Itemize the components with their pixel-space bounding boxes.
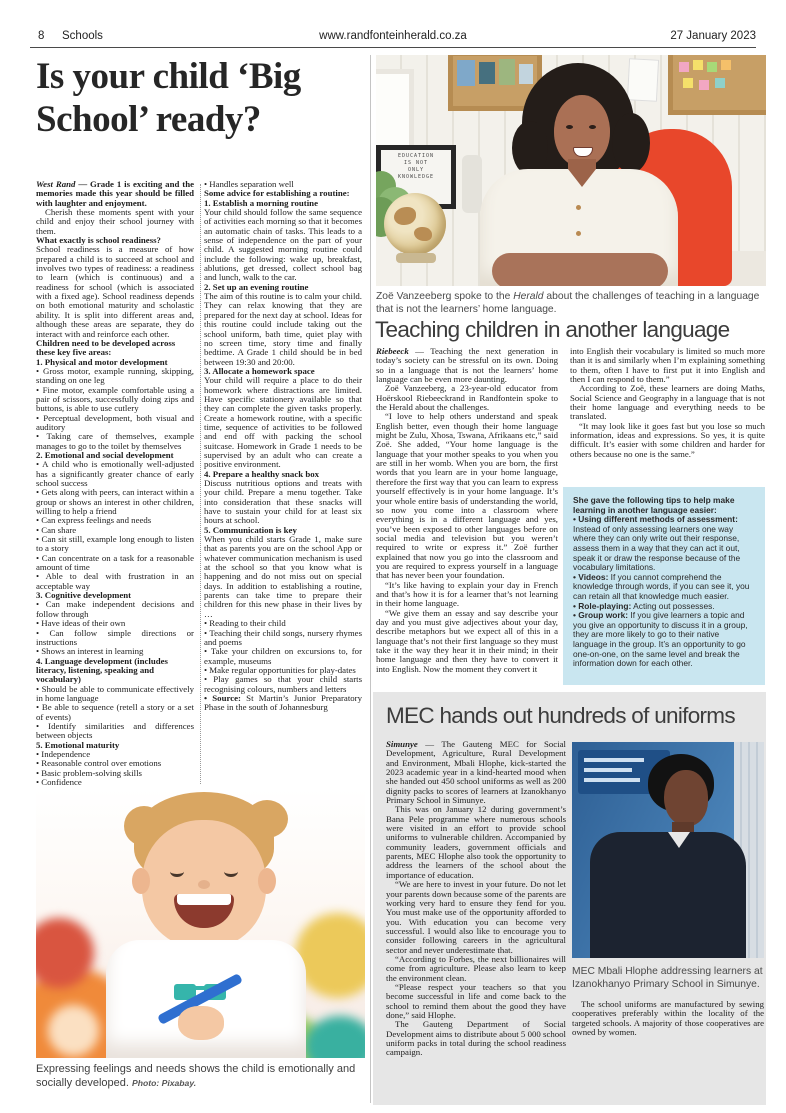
article2-column-2	[570, 347, 765, 483]
corkboard-right	[668, 55, 766, 115]
sticky-note	[679, 62, 689, 72]
paragraph: 2. Emotional and social development	[36, 449, 174, 460]
sticky-note	[699, 80, 709, 90]
paragraph: • Should be able to communicate effectively in home language	[36, 683, 194, 703]
paragraph: School readiness is a measure of how prepared a child is to succeed at school and involves two types of readiness: a readiness to learn (which is continuous) and a readiness for school (which is associated with a fixed age). School readiness depends on both emotional maturity and scholastic ability. It is split into different areas and, although these areas are separate, they do interact with and reinforce each other.	[36, 244, 194, 339]
zoe-photo-caption	[376, 291, 762, 316]
paragraph: Riebeeck — Teaching the next generation in today’s society can be stressful on its own. Doing so in a language that is not the learners’ home language can be even more daunting.	[376, 347, 558, 385]
tips-box	[563, 487, 765, 685]
paragraph: 1. Physical and motor development	[36, 356, 168, 367]
page-number: 8	[38, 30, 45, 42]
sticky-note	[683, 78, 693, 88]
paragraph: • Can follow simple directions or instructions	[36, 627, 194, 647]
paragraph: “Please respect your teachers so that you become successful in life and come back to the school to remind them about the good they have done,” said Hlophe.	[386, 981, 566, 1020]
paragraph: • Able to deal with frustration in an acceptable way	[36, 571, 194, 591]
section-divider	[370, 55, 371, 1103]
paragraph: • Reasonable control over emotions	[36, 758, 162, 769]
article3-column-1	[386, 740, 566, 1090]
paragraph: 4. Language development (includes literacy, listening, speaking and vocabulary)	[36, 655, 168, 685]
article1-column-2	[204, 180, 362, 792]
paragraph: 3. Cognitive development	[36, 590, 132, 601]
sticky-note	[715, 78, 725, 88]
paragraph: “According to Forbes, the next billionaires will come from agriculture. Please also learn to keep the environment clean.	[386, 953, 566, 983]
paragraph: • Identify similarities and differences between objects	[36, 720, 194, 741]
paragraph: 4. Prepare a healthy snack box	[204, 468, 320, 479]
paragraph: • Perceptual development, both visual and auditory	[36, 412, 194, 432]
paragraph: IS NOT	[403, 160, 429, 166]
header-rule	[30, 47, 756, 48]
paragraph: “It’s like having to explain your day in French and that’s how it is for a learner that’s not learning in their home language.	[376, 579, 558, 609]
paragraph: West Rand — Grade 1 is exciting and the memories made this year should be filled with laughter and enjoyment.	[36, 180, 194, 208]
paragraph: What exactly is school readiness?	[36, 235, 161, 246]
paragraph: 2. Set up an evening routine	[204, 281, 309, 292]
banner-text-line	[584, 778, 640, 782]
tips-box-heading: She gave the following tips to help make learning in another language easier:	[573, 495, 735, 515]
paragraph: “I love to help others understand and speak English better, even though their home language might be Zulu, Xhosa, Tswana, Afrikaans etc,” said Zoë. She added, “Your home language is the language that your mother speaks to you when you are still in her womb. When you are born, the first words that you learn are in your home language, therefore the first way that you can learn to express yourself effectively is in your home language. It’s your whole entire basis of understanding the world, so now you come into a classroom where everything is in a different language and yes, you’ve been exposed to other languages before on social media and television but you weren’t required to write or express it.” Zoë further explained that now you go into the classroom and you are required to express yourself in a language that has never been your foundation.	[376, 411, 558, 581]
paragraph: Cherish these moments spent with your child and enjoy their school journey with them.	[36, 207, 194, 236]
paragraph: When you child starts Grade 1, make sure that as parents you are on the school App or whatever communication mechanism is used at the school so that you know what is happening and do not miss out on special days. In addition to establishing a routine, parents can take time to prepare their children for this new phase in their lives by …	[204, 534, 362, 619]
boy-eye-right	[224, 866, 238, 877]
paragraph: 3. Allocate a homework space	[204, 365, 315, 376]
paragraph: • Make regular opportunities for play-dates	[204, 664, 356, 675]
shirt-button	[576, 231, 581, 236]
paragraph: into English their vocabulary is limited so much more than it is and similarly when I’m explaining something to them, often I have to first put it into English and then I can respond to them.”	[570, 347, 765, 385]
article1-headline: Is your child ‘Big School’ ready?	[36, 56, 301, 140]
paragraph: KNOWLEDGE	[397, 174, 435, 180]
paragraph: Children need to be developed across these key five areas:	[36, 337, 176, 358]
paragraph: • Fine motor, example comfortable using a pair of scissors, successfully doing zips and buttons, is able to use cutlery	[36, 384, 194, 414]
paragraph: • Teaching their child songs, nursery rhymes and poems	[204, 627, 362, 647]
caption-text: Zoë Vanzeeberg spoke to the	[376, 291, 514, 302]
paragraph: • Source: St Martin’s Junior Preparatory Phase in the south of Johannesburg	[204, 692, 362, 713]
boy-hand	[178, 1006, 224, 1040]
globe-landmass	[394, 207, 416, 225]
desk-tube	[462, 155, 482, 213]
paragraph: • Can express feelings and needs	[36, 515, 152, 526]
article3-closing	[572, 1000, 764, 1060]
zoe-arms	[492, 253, 668, 286]
tips-box-items	[573, 515, 755, 669]
paragraph: • Confidence	[36, 777, 82, 787]
paragraph: The school uniforms are manufactured by sewing cooperatives preferably within the locality of the targeted schools. A majority of those cooperatives are owned by women.	[572, 1000, 764, 1038]
mec-photo-caption: MEC Mbali Hlophe addressing learners at Izanokhanyo Primary School in Simunye.	[572, 966, 763, 990]
zoe-face	[554, 95, 610, 167]
zoe-smile	[573, 147, 593, 157]
banner-text-line	[584, 758, 644, 762]
paragraph: • Taking care of themselves, example manages to go to the toilet by themselves	[36, 431, 194, 451]
paragraph: Discuss nutritious options and treats with your child. Prepare a menu together. Take into consideration that these snacks will have to sustain your child for at least six hours at school.	[204, 478, 362, 526]
article3-headline: MEC hands out hundreds of uniforms	[386, 703, 735, 728]
globe-stand	[396, 253, 436, 263]
article1-column-1	[36, 180, 194, 870]
masthead-url: www.randfonteinherald.co.za	[319, 30, 467, 42]
mec-jacket	[590, 832, 746, 958]
paragraph: • Gets along with peers, can interact within a group or shows an interest in other children, willing to help a friend	[36, 487, 194, 517]
photo-credit: Photo: Pixabay.	[132, 1077, 197, 1088]
paragraph: • A child who is emotionally well-adjusted has a significantly greater chance of early school success	[36, 459, 194, 488]
article2-column-1	[376, 347, 558, 683]
zoe-eye-left	[566, 125, 573, 129]
paragraph: This was on January 12 during government’s Bana Pele programme where numerous schools were visited in an effort to provide school uniforms to vulnerable children. Accompanied by community leaders, government officials and parents, MEC Hlophe also took the opportunity to address the learners of the school about the importance of education.	[386, 804, 566, 880]
corkboard-photo	[519, 64, 533, 84]
boy-hair-tuft-right	[246, 800, 288, 838]
paragraph: Zoë Vanzeeberg, a 23-year-old educator from Hoërskool Riebeeckrand in Randfontein spoke to the Herald about the challenges.	[376, 383, 558, 413]
caption-text: about the challenges of teaching in a language that is not the learners’ home language.	[376, 291, 760, 315]
zoe-hair-curl-right	[612, 113, 650, 173]
boy-ear-right	[258, 868, 276, 894]
child-photo	[36, 788, 365, 1058]
column-rule	[200, 184, 201, 784]
paragraph: • Group work: If you give learners a topic and you give an opportunity to discuss it in a group, they are more likely to go to their native language in the group. It’s an opportunity to go one-on-one, on the same level and break the information down for each other.	[573, 610, 748, 669]
banner-text-line	[584, 768, 632, 772]
paragraph: • Can share	[36, 524, 77, 535]
paragraph: • Can sit still, example long enough to listen to a story	[36, 534, 194, 554]
paragraph: According to Zoë, these learners are doing Maths, Social Science and Geography in a language that is not their home language and everything needs to be translated.	[570, 383, 765, 422]
paragraph: Some advice for establishing a routine:	[204, 188, 350, 199]
globe	[384, 193, 446, 255]
boy-teeth	[177, 894, 231, 905]
globe-landmass	[414, 227, 432, 241]
paragraph: • Shows an interest in learning	[36, 646, 144, 657]
mec-face	[664, 770, 708, 826]
paragraph: “We are here to invest in your future. Do not let your parents down because some of the parents are working very hard to ensure they fend for you. You must make use of the opportunity afforded to you. With education you can become very successful. I would also like to encourage you to consider following careers in the agricultural sector and never underestimate that.	[386, 879, 566, 955]
zoe-eye-right	[589, 125, 596, 129]
paragraph: 5. Communication is key	[204, 524, 297, 535]
paragraph: • Play games so that your child starts recognising colours, numbers and letters	[204, 674, 362, 694]
issue-date: 27 January 2023	[670, 30, 756, 42]
paragraph: “We give them an essay and say describe your day and you must give adjectives about your day, describe metaphors but we expect all of this in a language that’s not their first language so they must take it the way they hear it in their mind; in their home language and then they have to convert it into English. Now the moment they convert it	[376, 607, 558, 674]
paragraph: • Using different methods of assessment: Instead of only assessing learners one way where they can only write out their response, assess them in a way that they can act it out, speak it or draw the response because of the vocabulary limitations.	[573, 514, 741, 573]
paragraph: Your child should follow the same sequence of activities each morning so that it becomes an automatic chain of tasks. This leads to a sense of independence on the part of your child. A suggested morning routine could include the following: wake up, breakfast, ablutions, get dressed, collect school bag and lunch, walk to the car.	[204, 207, 362, 283]
corkboard-photo	[499, 59, 515, 85]
paragraph: • Be able to sequence (retell a story or a set of events)	[36, 702, 194, 722]
paragraph: The Gauteng Department of Social Development aims to distribute about 5 000 school uniform packs in total during the school readiness campaign.	[386, 1019, 566, 1058]
paragraph: • Reading to their child	[204, 618, 286, 629]
paragraph: • Role-playing: Acting out possesses.	[573, 600, 715, 611]
paragraph: 1. Establish a morning routine	[204, 197, 318, 208]
paragraph: • Have ideas of their own	[36, 618, 126, 629]
toy-teal	[305, 1016, 365, 1058]
pinned-paper	[627, 58, 659, 102]
boy-nose	[198, 880, 210, 889]
sticky-note	[707, 62, 717, 72]
paragraph: • Basic problem-solving skills	[36, 767, 142, 778]
zoe-hair-curl-left	[512, 121, 548, 175]
zoe-collar-v	[568, 169, 596, 187]
paragraph: • Can concentrate on a task for a reasonable amount of time	[36, 552, 194, 573]
sticky-note	[721, 60, 731, 70]
paragraph: ONLY	[407, 167, 425, 173]
shirt-button	[576, 205, 581, 210]
paragraph: • Handles separation well	[204, 180, 294, 189]
paragraph: EDUCATION	[397, 153, 435, 159]
section-label: Schools	[62, 30, 103, 42]
paragraph: • Videos: If you cannot comprehend the knowledge through words, if you can see it, you can retain all that knowledge much easier.	[573, 571, 750, 601]
paragraph: “It may look like it goes fast but you lose so much information, ideas and expressions. So yes, it is quite difficult. It’s easier with some children and harder for others because no one is the same.”	[570, 420, 765, 459]
paragraph: Simunye — The Gauteng MEC for Social Development, Agriculture, Rural Development and Environment, Mbali Hlophe, kick-started the 2023 academic year in a kind-hearted mood when she handed out 450 school uniforms as well as 200 dignity packs to scores of learners at Izanokhanyo Primary School in Simunye.	[386, 740, 566, 806]
sticky-note	[693, 60, 703, 70]
mec-shirt-collar	[668, 832, 690, 848]
paragraph: The aim of this routine is to calm your child. They can relax knowing that they are prepared for the next day at school. Ideas for this routine could include taking out the school uniform, bath time, quiet play with no screen time, story time and finally bedtime. A Grade 1 child should be in bed between 19:30 and 20:00.	[204, 291, 362, 367]
paragraph: Your child will require a place to do their homework where distractions are limited. Have specific stationery available so that they can complete the given tasks properly. Create a homework routine, with a specific time, sequence of activities to be followed and end off with packing the school suitcase. Homework in Grade 1 needs to be supervised by an adult who can create a positive environment.	[204, 375, 362, 470]
paragraph: • Take your children on excursions to, for example, museums	[204, 646, 362, 666]
paragraph: • Can make independent decisions and follow through	[36, 599, 194, 619]
zoe-photo	[376, 55, 766, 286]
boy-eye-left	[170, 866, 184, 877]
shirt-print-glasses-bridge	[194, 986, 206, 990]
caption-italic: Herald	[513, 291, 544, 302]
caption-text: Expressing feelings and needs shows the child is emotionally and socially developed.	[36, 1063, 356, 1089]
paragraph: • Independence	[36, 748, 91, 759]
child-photo-caption	[36, 1063, 368, 1090]
article2-headline: Teaching children in another language	[375, 317, 730, 342]
paragraph: 5. Emotional maturity	[36, 739, 120, 750]
corkboard-photo	[479, 62, 495, 84]
paragraph: • Gross motor, example running, skipping, standing on one leg	[36, 365, 194, 386]
mec-photo	[572, 742, 764, 958]
corkboard-photo	[457, 60, 475, 86]
boy-ear-left	[132, 868, 150, 894]
